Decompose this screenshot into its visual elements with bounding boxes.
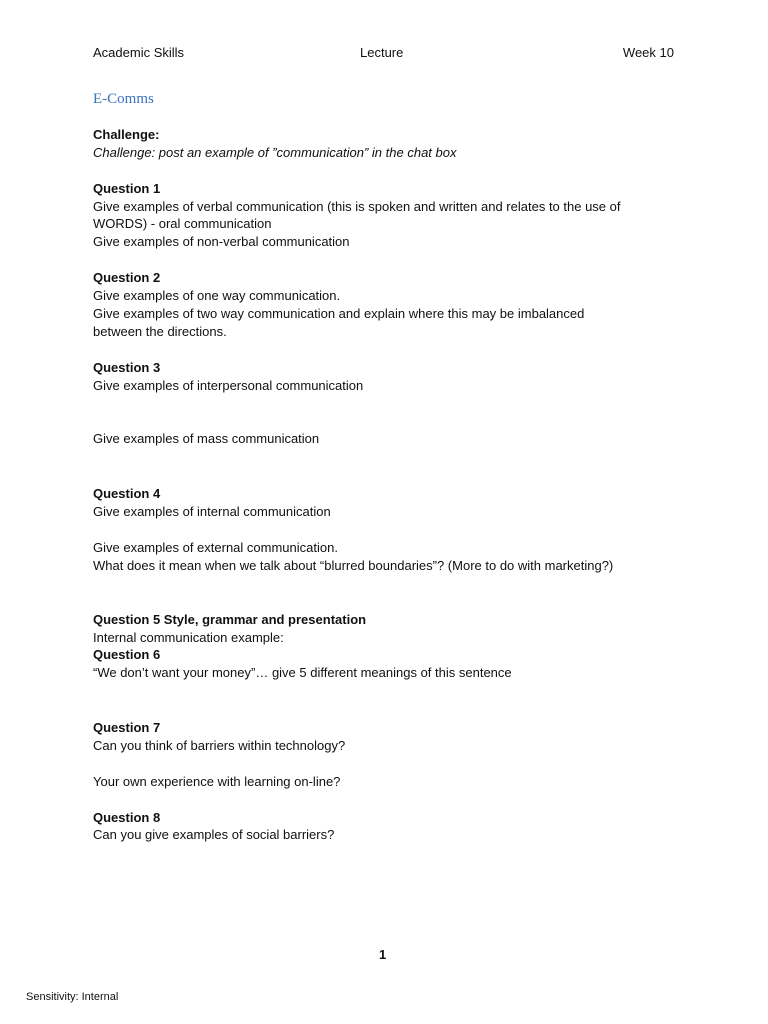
question-1-line-3: Give examples of non-verbal communication: [93, 234, 350, 249]
question-4-line-3: What does it mean when we talk about “blurred boundaries”? (More to do with marketing?): [93, 558, 614, 573]
question-1-line-1: Give examples of verbal communication (this is spoken and written and relates to the use of: [93, 199, 621, 214]
question-4-heading: Question 4: [93, 486, 161, 501]
question-3-line-2: Give examples of mass communication: [93, 431, 320, 446]
question-1-heading: Question 1: [93, 181, 161, 196]
question-6-line-1: “We don’t want your money”… give 5 different meanings of this sentence: [93, 665, 512, 680]
header-week: Week 10: [622, 45, 674, 60]
question-7-line-2: Your own experience with learning on-line?: [93, 774, 341, 789]
question-2-line-1: Give examples of one way communication.: [93, 288, 341, 303]
sensitivity-label: Sensitivity: Internal: [26, 991, 119, 1003]
question-3-line-1: Give examples of interpersonal communication: [93, 378, 364, 393]
question-8-line-1: Can you give examples of social barriers?: [93, 827, 335, 842]
question-8-heading: Question 8: [93, 810, 161, 825]
page-number: 1: [379, 947, 387, 962]
question-7-heading: Question 7: [93, 720, 161, 735]
question-1-line-2: WORDS) - oral communication: [93, 216, 272, 231]
question-2-line-2: Give examples of two way communication and explain where this may be imbalanced: [93, 306, 585, 321]
question-3-heading: Question 3: [93, 360, 161, 375]
header-course: Academic Skills: [93, 45, 185, 60]
question-5-heading: Question 5 Style, grammar and presentation: [93, 612, 367, 627]
document-title: E-Comms: [93, 91, 154, 107]
header-type: Lecture: [360, 45, 404, 60]
question-7-line-1: Can you think of barriers within technology?: [93, 738, 346, 753]
question-4-line-2: Give examples of external communication.: [93, 540, 338, 555]
page-header: [93, 45, 674, 63]
question-5-line-1: Internal communication example:: [93, 630, 284, 645]
question-6-heading: Question 6: [93, 647, 161, 662]
question-4-line-1: Give examples of internal communication: [93, 504, 331, 519]
challenge-text: Challenge: post an example of ”communication” in the chat box: [93, 145, 457, 160]
challenge-heading: Challenge:: [93, 127, 160, 142]
question-2-heading: Question 2: [93, 270, 161, 285]
question-2-line-3: between the directions.: [93, 324, 227, 339]
